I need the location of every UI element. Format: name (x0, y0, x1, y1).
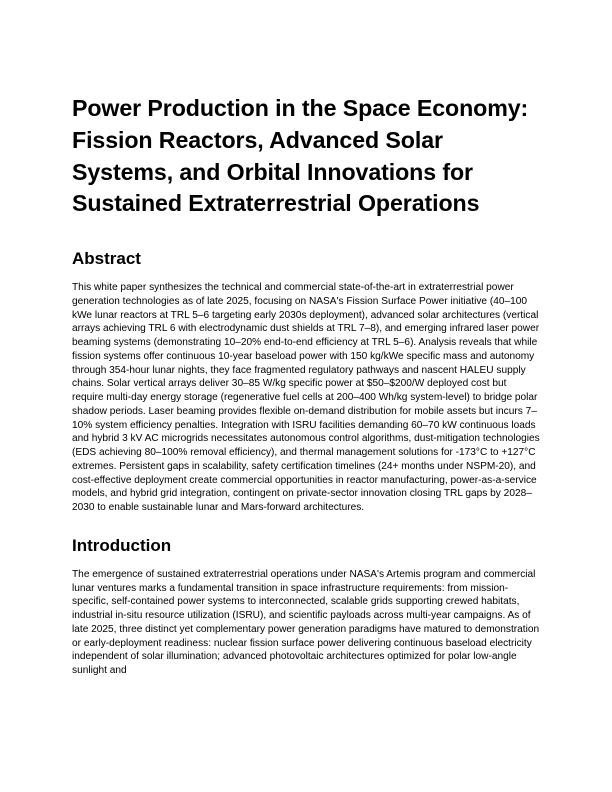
abstract-paragraph: This white paper synthesizes the technical and commercial state-of-the-art in extraterrestrial power generation technologies as of late 2025, focusing on NASA's Fission Surface Power initiative (40–100 kWe lunar reactors at TRL 5–6 targeting early 2030s deployment), advanced solar architectures (vertical arrays achieving TRL 6 with electrodynamic dust shields at TRL 7–8), and emerging infrared laser power beaming systems (demonstrating 10–20% end-to-end efficiency at TRL 5–6). Analysis reveals that while fission systems offer continuous 10-year baseload power with 150 kg/kWe specific mass and autonomy through 354-hour lunar nights, they face fragmented regulatory pathways and nascent HALEU supply chains. Solar vertical arrays deliver 30–85 W/kg specific power at $50–$200/W deployed cost but require multi-day energy storage (regenerative fuel cells at 200–400 Wh/kg system-level) to bridge polar shadow periods. Laser beaming provides flexible on-demand distribution for mobile assets but incurs 7–10% system efficiency penalties. Integration with ISRU facilities demanding 60–70 kW continuous loads and hybrid 3 kV AC microgrids necessitates autonomous control algorithms, dust-mitigation technologies (EDS achieving 80–100% removal efficiency), and thermal management solutions for -173°C to +127°C extremes. Persistent gaps in scalability, safety certification timelines (24+ months under NSPM-20), and cost-effective deployment create commercial opportunities in reactor manufacturing, power-as-a-service models, and hybrid grid integration, contingent on private-sector innovation closing TRL gaps by 2028–2030 to enable sustainable lunar and Mars-forward architectures. (72, 282, 540, 514)
introduction-heading: Introduction (72, 535, 172, 555)
page-content (72, 93, 540, 678)
paper-title: Power Production in the Space Economy: Fission Reactors, Advanced Solar Systems, and Orbital Innovations for Sustained Extraterrestrial Operations (72, 95, 529, 217)
abstract-heading: Abstract (72, 249, 141, 269)
introduction-paragraph: The emergence of sustained extraterrestrial operations under NASA's Artemis program and commercial lunar ventures marks a fundamental transition in space infrastructure requirements: from mission-specific, self-contained power systems to interconnected, scalable grids supporting crewed habitats, industrial in-situ resource utilization (ISRU), and scientific payloads across multi-year campaigns. As of late 2025, three distinct yet complementary power generation paradigms have matured to demonstration or early-deployment readiness: nuclear fission surface power delivering continuous baseload electricity independent of solar illumination; advanced photovoltaic architectures optimized for polar low-angle sunlight and (72, 568, 540, 677)
